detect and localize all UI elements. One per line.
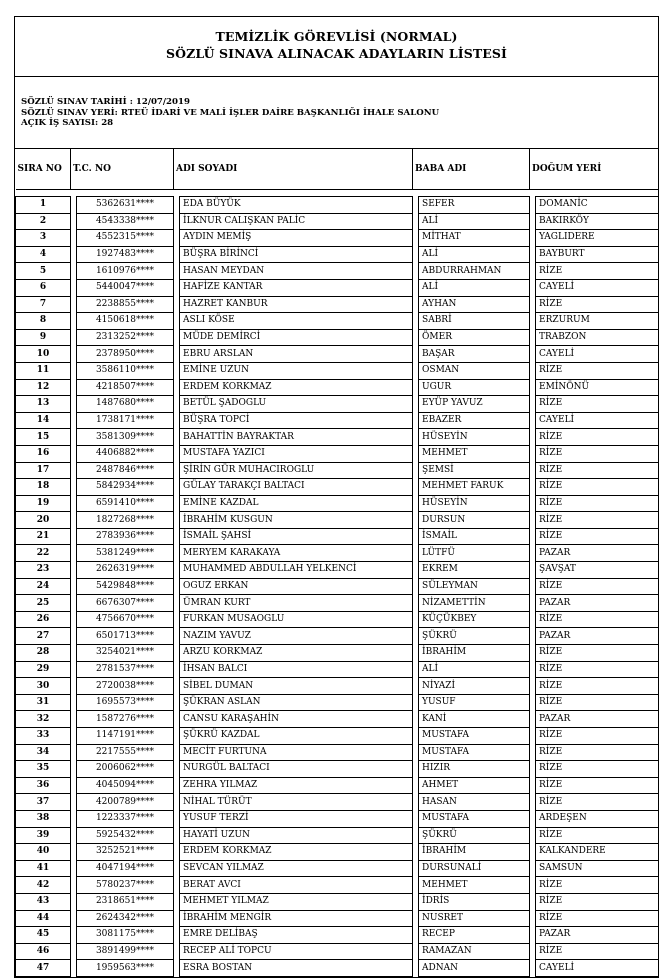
row-sira-no: 5 (16, 263, 71, 280)
table-row (16, 296, 659, 313)
row-baba-adi: MUSTAFA (419, 810, 530, 827)
row-baba-adi: KANİ (419, 711, 530, 728)
row-sira-no: 12 (16, 379, 71, 396)
row-dogum-yeri: RİZE (536, 893, 659, 910)
row-baba-adi: İBRAHİM (419, 645, 530, 662)
row-tc-no: 5842934**** (77, 479, 174, 496)
table-row (16, 412, 659, 429)
row-baba-adi: HASAN (419, 794, 530, 811)
row-dogum-yeri: RİZE (536, 362, 659, 379)
row-dogum-yeri: ERZURUM (536, 313, 659, 330)
row-dogum-yeri: PAZAR (536, 545, 659, 562)
row-tc-no: 1610976**** (77, 263, 174, 280)
row-baba-adi: AHMET (419, 777, 530, 794)
row-sira-no: 43 (16, 893, 71, 910)
exam-place: SÖZLÜ SINAV YERİ: RTEÜ İDARİ VE MALİ İŞLER DAİRE BAŞKANLIĞI İHALE SALONU (21, 107, 440, 118)
row-adi-soyadi: BÜŞRA BİRİNCİ (180, 246, 413, 263)
table-row (16, 429, 659, 446)
table-row (16, 479, 659, 496)
row-baba-adi: NİZAMETTİN (419, 595, 530, 612)
row-baba-adi: NİYAZİ (419, 678, 530, 695)
row-baba-adi: MEHMET (419, 877, 530, 894)
row-dogum-yeri: KALKANDERE (536, 844, 659, 861)
row-adi-soyadi: HAZRET KANBUR (180, 296, 413, 313)
row-baba-adi: OSMAN (419, 362, 530, 379)
row-dogum-yeri: CAYELİ (536, 279, 659, 296)
header-baba-adi: BABA ADI (413, 149, 530, 190)
row-tc-no: 2238855**** (77, 296, 174, 313)
row-tc-no: 3581309**** (77, 429, 174, 446)
row-tc-no: 1738171**** (77, 412, 174, 429)
row-baba-adi: EYÜP YAVUZ (419, 396, 530, 413)
row-tc-no: 1827268**** (77, 512, 174, 529)
row-tc-no: 1695573**** (77, 694, 174, 711)
row-adi-soyadi: YUSUF TERZİ (180, 810, 413, 827)
row-adi-soyadi: FURKAN MUSAOGLU (180, 611, 413, 628)
table-row (16, 661, 659, 678)
row-dogum-yeri: RİZE (536, 827, 659, 844)
row-baba-adi: UGUR (419, 379, 530, 396)
row-baba-adi: LÜTFÜ (419, 545, 530, 562)
row-sira-no: 31 (16, 694, 71, 711)
row-tc-no: 2626319**** (77, 562, 174, 579)
row-dogum-yeri: RİZE (536, 661, 659, 678)
row-dogum-yeri: RİZE (536, 694, 659, 711)
row-baba-adi: İSMAİL (419, 528, 530, 545)
row-sira-no: 25 (16, 595, 71, 612)
row-adi-soyadi: NAZIM YAVUZ (180, 628, 413, 645)
row-dogum-yeri: CAYELİ (536, 346, 659, 363)
row-baba-adi: RECEP (419, 927, 530, 944)
row-dogum-yeri: BAYBURT (536, 246, 659, 263)
row-baba-adi: HIZIR (419, 761, 530, 778)
row-tc-no: 4552315**** (77, 230, 174, 247)
row-baba-adi: ŞEMSİ (419, 462, 530, 479)
row-dogum-yeri: RİZE (536, 479, 659, 496)
row-tc-no: 2378950**** (77, 346, 174, 363)
row-tc-no: 3254021**** (77, 645, 174, 662)
row-dogum-yeri: RİZE (536, 512, 659, 529)
table-row (16, 362, 659, 379)
candidate-rows (16, 190, 659, 977)
row-adi-soyadi: MÜDE DEMİRCİ (180, 329, 413, 346)
row-dogum-yeri: RİZE (536, 761, 659, 778)
row-adi-soyadi: MEHMET YILMAZ (180, 893, 413, 910)
row-dogum-yeri: RİZE (536, 611, 659, 628)
table-row (16, 445, 659, 462)
table-header-row (16, 149, 659, 190)
row-sira-no: 6 (16, 279, 71, 296)
row-tc-no: 5381249**** (77, 545, 174, 562)
row-baba-adi: SÜLEYMAN (419, 578, 530, 595)
row-sira-no: 45 (16, 927, 71, 944)
row-sira-no: 38 (16, 810, 71, 827)
row-dogum-yeri: PAZAR (536, 628, 659, 645)
row-sira-no: 23 (16, 562, 71, 579)
row-dogum-yeri: BAKIRKÖY (536, 213, 659, 230)
table-row (16, 279, 659, 296)
row-sira-no: 34 (16, 744, 71, 761)
row-sira-no: 35 (16, 761, 71, 778)
row-adi-soyadi: CANSU KARAŞAHİN (180, 711, 413, 728)
row-adi-soyadi: EMİNE UZUN (180, 362, 413, 379)
row-adi-soyadi: ŞÜKRÜ KAZDAL (180, 728, 413, 745)
row-baba-adi: HÜSEYİN (419, 495, 530, 512)
row-sira-no: 11 (16, 362, 71, 379)
table-row (16, 827, 659, 844)
table-row (16, 960, 659, 977)
row-adi-soyadi: MECİT FURTUNA (180, 744, 413, 761)
row-adi-soyadi: EMİNE KAZDAL (180, 495, 413, 512)
row-adi-soyadi: İBRAHİM MENGİR (180, 910, 413, 927)
row-adi-soyadi: ÜMRAN KURT (180, 595, 413, 612)
table-row (16, 595, 659, 612)
row-tc-no: 5362631**** (77, 197, 174, 214)
table-row (16, 943, 659, 960)
row-tc-no: 1927483**** (77, 246, 174, 263)
row-tc-no: 1223337**** (77, 810, 174, 827)
table-row (16, 728, 659, 745)
row-adi-soyadi: ERDEM KORKMAZ (180, 844, 413, 861)
table-row (16, 794, 659, 811)
table-row (16, 628, 659, 645)
row-sira-no: 36 (16, 777, 71, 794)
row-sira-no: 14 (16, 412, 71, 429)
row-sira-no: 9 (16, 329, 71, 346)
exam-info-block (15, 77, 658, 149)
row-baba-adi: ŞÜKRÜ (419, 827, 530, 844)
table-row (16, 379, 659, 396)
row-adi-soyadi: ERDEM KORKMAZ (180, 379, 413, 396)
table-row (16, 329, 659, 346)
row-sira-no: 22 (16, 545, 71, 562)
row-baba-adi: MEHMET (419, 445, 530, 462)
row-baba-adi: YUSUF (419, 694, 530, 711)
row-dogum-yeri: RİZE (536, 263, 659, 280)
row-tc-no: 5440047**** (77, 279, 174, 296)
row-baba-adi: ADNAN (419, 960, 530, 977)
row-sira-no: 47 (16, 960, 71, 977)
row-tc-no: 1147191**** (77, 728, 174, 745)
row-tc-no: 2624342**** (77, 910, 174, 927)
row-sira-no: 8 (16, 313, 71, 330)
row-adi-soyadi: İLKNUR CALIŞKAN PALİC (180, 213, 413, 230)
row-tc-no: 3891499**** (77, 943, 174, 960)
row-sira-no: 33 (16, 728, 71, 745)
row-sira-no: 28 (16, 645, 71, 662)
row-sira-no: 24 (16, 578, 71, 595)
row-dogum-yeri: TRABZON (536, 329, 659, 346)
row-adi-soyadi: ASLI KÖSE (180, 313, 413, 330)
table-row (16, 645, 659, 662)
row-adi-soyadi: MUHAMMED ABDULLAH YELKENCİ (180, 562, 413, 579)
candidate-table (15, 149, 659, 977)
document-subtitle: SÖZLÜ SINAVA ALINACAK ADAYLARIN LİSTESİ (166, 46, 507, 61)
table-row (16, 462, 659, 479)
table-row (16, 761, 659, 778)
row-dogum-yeri: PAZAR (536, 711, 659, 728)
row-baba-adi: MUSTAFA (419, 728, 530, 745)
row-adi-soyadi: HASAN MEYDAN (180, 263, 413, 280)
row-tc-no: 4406882**** (77, 445, 174, 462)
row-tc-no: 3252521**** (77, 844, 174, 861)
row-dogum-yeri: YAGLIDERE (536, 230, 659, 247)
row-baba-adi: ALİ (419, 661, 530, 678)
row-adi-soyadi: NURGÜL BALTACI (180, 761, 413, 778)
table-row (16, 611, 659, 628)
row-adi-soyadi: MUSTAFA YAZICI (180, 445, 413, 462)
table-row (16, 512, 659, 529)
row-adi-soyadi: İBRAHİM KUSGUN (180, 512, 413, 529)
row-tc-no: 2720038**** (77, 678, 174, 695)
row-sira-no: 21 (16, 528, 71, 545)
row-tc-no: 5780237**** (77, 877, 174, 894)
row-dogum-yeri: RİZE (536, 794, 659, 811)
row-baba-adi: SEFER (419, 197, 530, 214)
row-sira-no: 29 (16, 661, 71, 678)
row-tc-no: 4047194**** (77, 860, 174, 877)
title-block (15, 17, 658, 77)
row-adi-soyadi: AYDIN MEMİŞ (180, 230, 413, 247)
row-baba-adi: SABRİ (419, 313, 530, 330)
table-row (16, 263, 659, 280)
row-sira-no: 39 (16, 827, 71, 844)
table-row (16, 810, 659, 827)
row-tc-no: 6676307**** (77, 595, 174, 612)
row-adi-soyadi: İHSAN BALCI (180, 661, 413, 678)
row-dogum-yeri: RİZE (536, 578, 659, 595)
row-tc-no: 2313252**** (77, 329, 174, 346)
row-tc-no: 6591410**** (77, 495, 174, 512)
row-baba-adi: İDRİS (419, 893, 530, 910)
row-dogum-yeri: CAYELİ (536, 960, 659, 977)
document-page (14, 16, 659, 978)
row-baba-adi: ALİ (419, 213, 530, 230)
table-row (16, 197, 659, 214)
row-dogum-yeri: RİZE (536, 296, 659, 313)
row-baba-adi: AYHAN (419, 296, 530, 313)
row-dogum-yeri: ARDEŞEN (536, 810, 659, 827)
row-dogum-yeri: RİZE (536, 744, 659, 761)
table-row (16, 528, 659, 545)
row-baba-adi: DURSUN (419, 512, 530, 529)
row-adi-soyadi: HAFİZE KANTAR (180, 279, 413, 296)
row-adi-soyadi: RECEP ALİ TOPCU (180, 943, 413, 960)
table-row (16, 578, 659, 595)
row-baba-adi: MİTHAT (419, 230, 530, 247)
row-adi-soyadi: EDA BÜYÜK (180, 197, 413, 214)
row-sira-no: 32 (16, 711, 71, 728)
row-baba-adi: KÜÇÜKBEY (419, 611, 530, 628)
row-baba-adi: BAŞAR (419, 346, 530, 363)
row-baba-adi: ABDURRAHMAN (419, 263, 530, 280)
row-adi-soyadi: ŞÜKRAN ASLAN (180, 694, 413, 711)
header-dogum-yeri: DOĞUM YERİ (530, 149, 659, 190)
row-baba-adi: RAMAZAN (419, 943, 530, 960)
table-row (16, 678, 659, 695)
row-sira-no: 15 (16, 429, 71, 446)
table-row (16, 777, 659, 794)
row-sira-no: 44 (16, 910, 71, 927)
row-dogum-yeri: RİZE (536, 528, 659, 545)
row-baba-adi: MEHMET FARUK (419, 479, 530, 496)
row-tc-no: 2781537**** (77, 661, 174, 678)
row-adi-soyadi: NİHAL TÜRÜT (180, 794, 413, 811)
row-adi-soyadi: GÜLAY TARAKÇI BALTACI (180, 479, 413, 496)
row-tc-no: 5925432**** (77, 827, 174, 844)
row-tc-no: 4200789**** (77, 794, 174, 811)
row-adi-soyadi: EMRE DELİBAŞ (180, 927, 413, 944)
row-dogum-yeri: RİZE (536, 910, 659, 927)
row-baba-adi: DURSUNALİ (419, 860, 530, 877)
table-row (16, 246, 659, 263)
table-row (16, 346, 659, 363)
header-tc-no: T.C. NO (71, 149, 174, 190)
row-sira-no: 46 (16, 943, 71, 960)
row-tc-no: 2217555**** (77, 744, 174, 761)
row-sira-no: 7 (16, 296, 71, 313)
open-positions: AÇIK İŞ SAYISI: 28 (21, 118, 114, 128)
row-dogum-yeri: PAZAR (536, 595, 659, 612)
row-adi-soyadi: ŞİRİN GÜR MUHACIROGLU (180, 462, 413, 479)
row-dogum-yeri: DOMANİC (536, 197, 659, 214)
row-tc-no: 3081175**** (77, 927, 174, 944)
row-sira-no: 19 (16, 495, 71, 512)
header-sira-no: SIRA NO (16, 149, 71, 190)
row-dogum-yeri: CAYELİ (536, 412, 659, 429)
row-adi-soyadi: OGUZ ERKAN (180, 578, 413, 595)
table-row (16, 893, 659, 910)
header-adi-soyadi: ADI SOYADI (174, 149, 413, 190)
row-baba-adi: HÜSEYİN (419, 429, 530, 446)
row-sira-no: 4 (16, 246, 71, 263)
row-adi-soyadi: BAHATTİN BAYRAKTAR (180, 429, 413, 446)
row-tc-no: 6501713**** (77, 628, 174, 645)
row-tc-no: 4756670**** (77, 611, 174, 628)
row-dogum-yeri: RİZE (536, 396, 659, 413)
table-row (16, 230, 659, 247)
row-baba-adi: ALİ (419, 279, 530, 296)
row-tc-no: 2318651**** (77, 893, 174, 910)
row-tc-no: 2783936**** (77, 528, 174, 545)
row-baba-adi: EBAZER (419, 412, 530, 429)
row-dogum-yeri: SAMSUN (536, 860, 659, 877)
row-tc-no: 4150618**** (77, 313, 174, 330)
row-sira-no: 10 (16, 346, 71, 363)
row-sira-no: 13 (16, 396, 71, 413)
row-sira-no: 20 (16, 512, 71, 529)
row-dogum-yeri: RİZE (536, 645, 659, 662)
row-dogum-yeri: RİZE (536, 462, 659, 479)
row-dogum-yeri: EMİNÖNÜ (536, 379, 659, 396)
row-baba-adi: EKREM (419, 562, 530, 579)
document-title: TEMİZLİK GÖREVLİSİ (NORMAL) (215, 29, 458, 44)
row-adi-soyadi: BETÜL ŞADOGLU (180, 396, 413, 413)
row-dogum-yeri: RİZE (536, 445, 659, 462)
row-dogum-yeri: RİZE (536, 429, 659, 446)
row-adi-soyadi: ZEHRA YILMAZ (180, 777, 413, 794)
row-tc-no: 4543338**** (77, 213, 174, 230)
table-row (16, 495, 659, 512)
table-row (16, 694, 659, 711)
row-baba-adi: ALİ (419, 246, 530, 263)
row-tc-no: 1959563**** (77, 960, 174, 977)
row-dogum-yeri: RİZE (536, 728, 659, 745)
row-tc-no: 3586110**** (77, 362, 174, 379)
row-tc-no: 2006062**** (77, 761, 174, 778)
row-adi-soyadi: MERYEM KARAKAYA (180, 545, 413, 562)
table-row (16, 927, 659, 944)
row-tc-no: 4218507**** (77, 379, 174, 396)
table-row (16, 877, 659, 894)
exam-date: SÖZLÜ SINAV TARİHİ : 12/07/2019 (21, 97, 190, 107)
row-baba-adi: İBRAHİM (419, 844, 530, 861)
row-sira-no: 2 (16, 213, 71, 230)
row-adi-soyadi: İSMAİL ŞAHSİ (180, 528, 413, 545)
row-sira-no: 17 (16, 462, 71, 479)
row-adi-soyadi: BÜŞRA TOPCİ (180, 412, 413, 429)
row-sira-no: 3 (16, 230, 71, 247)
table-row (16, 910, 659, 927)
table-row (16, 711, 659, 728)
row-tc-no: 4045094**** (77, 777, 174, 794)
row-sira-no: 40 (16, 844, 71, 861)
row-sira-no: 37 (16, 794, 71, 811)
row-adi-soyadi: SEVCAN YILMAZ (180, 860, 413, 877)
row-adi-soyadi: ESRA BOSTAN (180, 960, 413, 977)
table-row (16, 545, 659, 562)
row-dogum-yeri: RİZE (536, 777, 659, 794)
row-baba-adi: NUSRET (419, 910, 530, 927)
table-row (16, 313, 659, 330)
row-baba-adi: ŞÜKRÜ (419, 628, 530, 645)
table-row (16, 213, 659, 230)
row-tc-no: 2487846**** (77, 462, 174, 479)
row-sira-no: 16 (16, 445, 71, 462)
row-sira-no: 1 (16, 197, 71, 214)
row-dogum-yeri: RİZE (536, 495, 659, 512)
row-sira-no: 27 (16, 628, 71, 645)
row-tc-no: 5429848**** (77, 578, 174, 595)
row-adi-soyadi: HAYATİ UZUN (180, 827, 413, 844)
row-sira-no: 42 (16, 877, 71, 894)
row-sira-no: 41 (16, 860, 71, 877)
row-dogum-yeri: RİZE (536, 678, 659, 695)
row-baba-adi: MUSTAFA (419, 744, 530, 761)
table-row (16, 396, 659, 413)
table-row (16, 562, 659, 579)
table-row (16, 844, 659, 861)
row-adi-soyadi: EBRU ARSLAN (180, 346, 413, 363)
row-sira-no: 26 (16, 611, 71, 628)
table-row (16, 744, 659, 761)
row-dogum-yeri: RİZE (536, 877, 659, 894)
row-adi-soyadi: BERAT AVCI (180, 877, 413, 894)
row-adi-soyadi: SİBEL DUMAN (180, 678, 413, 695)
row-baba-adi: ÖMER (419, 329, 530, 346)
row-dogum-yeri: ŞAVŞAT (536, 562, 659, 579)
row-dogum-yeri: PAZAR (536, 927, 659, 944)
table-row (16, 860, 659, 877)
row-sira-no: 30 (16, 678, 71, 695)
row-dogum-yeri: RİZE (536, 943, 659, 960)
row-sira-no: 18 (16, 479, 71, 496)
row-tc-no: 1487680**** (77, 396, 174, 413)
row-adi-soyadi: ARZU KORKMAZ (180, 645, 413, 662)
row-tc-no: 1587276**** (77, 711, 174, 728)
